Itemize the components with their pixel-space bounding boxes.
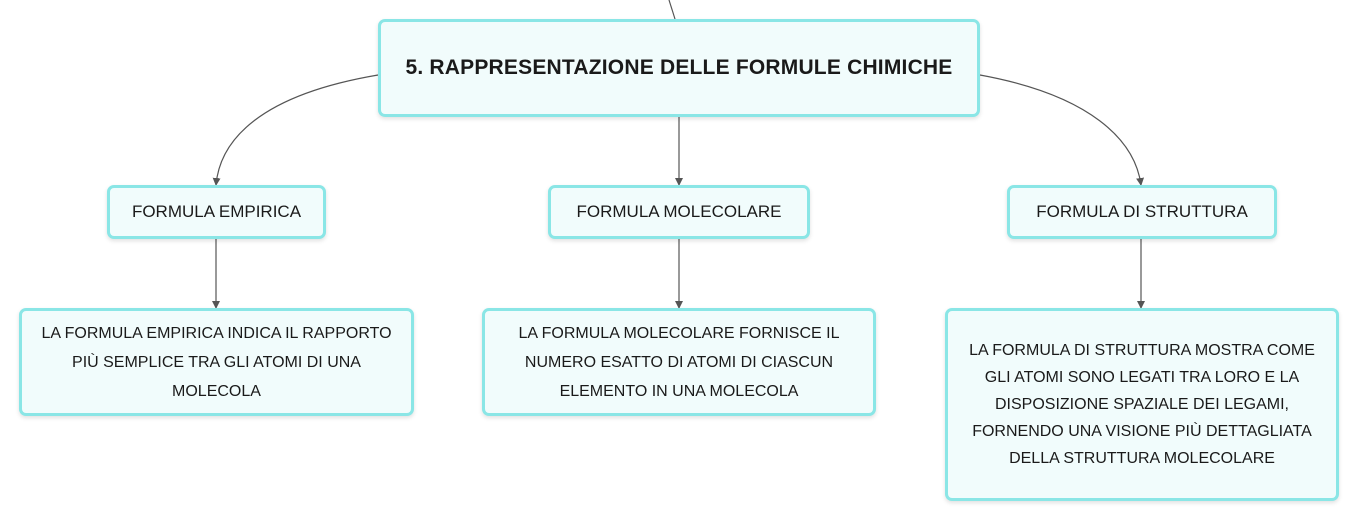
description-node-formula-molecolare[interactable] <box>482 308 876 416</box>
connector-root-to-formula-di-struttura <box>980 75 1141 185</box>
root-topic-node[interactable] <box>378 19 980 117</box>
description-node-formula-empirica[interactable] <box>19 308 414 416</box>
connector-parent-incoming <box>669 0 675 19</box>
root-topic-label: 5. RAPPRESENTAZIONE DELLE FORMULE CHIMICHE <box>405 56 953 79</box>
branch-node-formula-di-struttura[interactable] <box>1007 185 1277 239</box>
branch-node-formula-molecolare[interactable] <box>548 185 810 239</box>
description-node-formula-di-struttura[interactable] <box>945 308 1339 501</box>
description-text-formula-molecolare: LA FORMULA MOLECOLARE FORNISCE IL NUMERO ESATTO DI ATOMI DI CIASCUN ELEMENTO IN UNA MOLECOLA <box>518 324 840 400</box>
connector-root-to-formula-empirica <box>216 75 378 185</box>
branch-label-formula-di-struttura: FORMULA DI STRUTTURA <box>1036 202 1248 221</box>
branch-label-formula-molecolare: FORMULA MOLECOLARE <box>576 202 782 221</box>
branch-node-formula-empirica[interactable] <box>107 185 326 239</box>
branch-label-formula-empirica: FORMULA EMPIRICA <box>131 202 302 221</box>
description-text-formula-empirica: LA FORMULA EMPIRICA INDICA IL RAPPORTO PIÙ SEMPLICE TRA GLI ATOMI DI UNA MOLECOLA <box>41 324 392 400</box>
description-text-formula-di-struttura: LA FORMULA DI STRUTTURA MOSTRA COME GLI ATOMI SONO LEGATI TRA LORO E LA DISPOSIZIONE SPAZIALE DEI LEGAMI, FORNENDO UNA VISIONE PIÙ DETTAGLIATA DELLA STRUTTURA MOLECOLARE <box>969 342 1315 467</box>
